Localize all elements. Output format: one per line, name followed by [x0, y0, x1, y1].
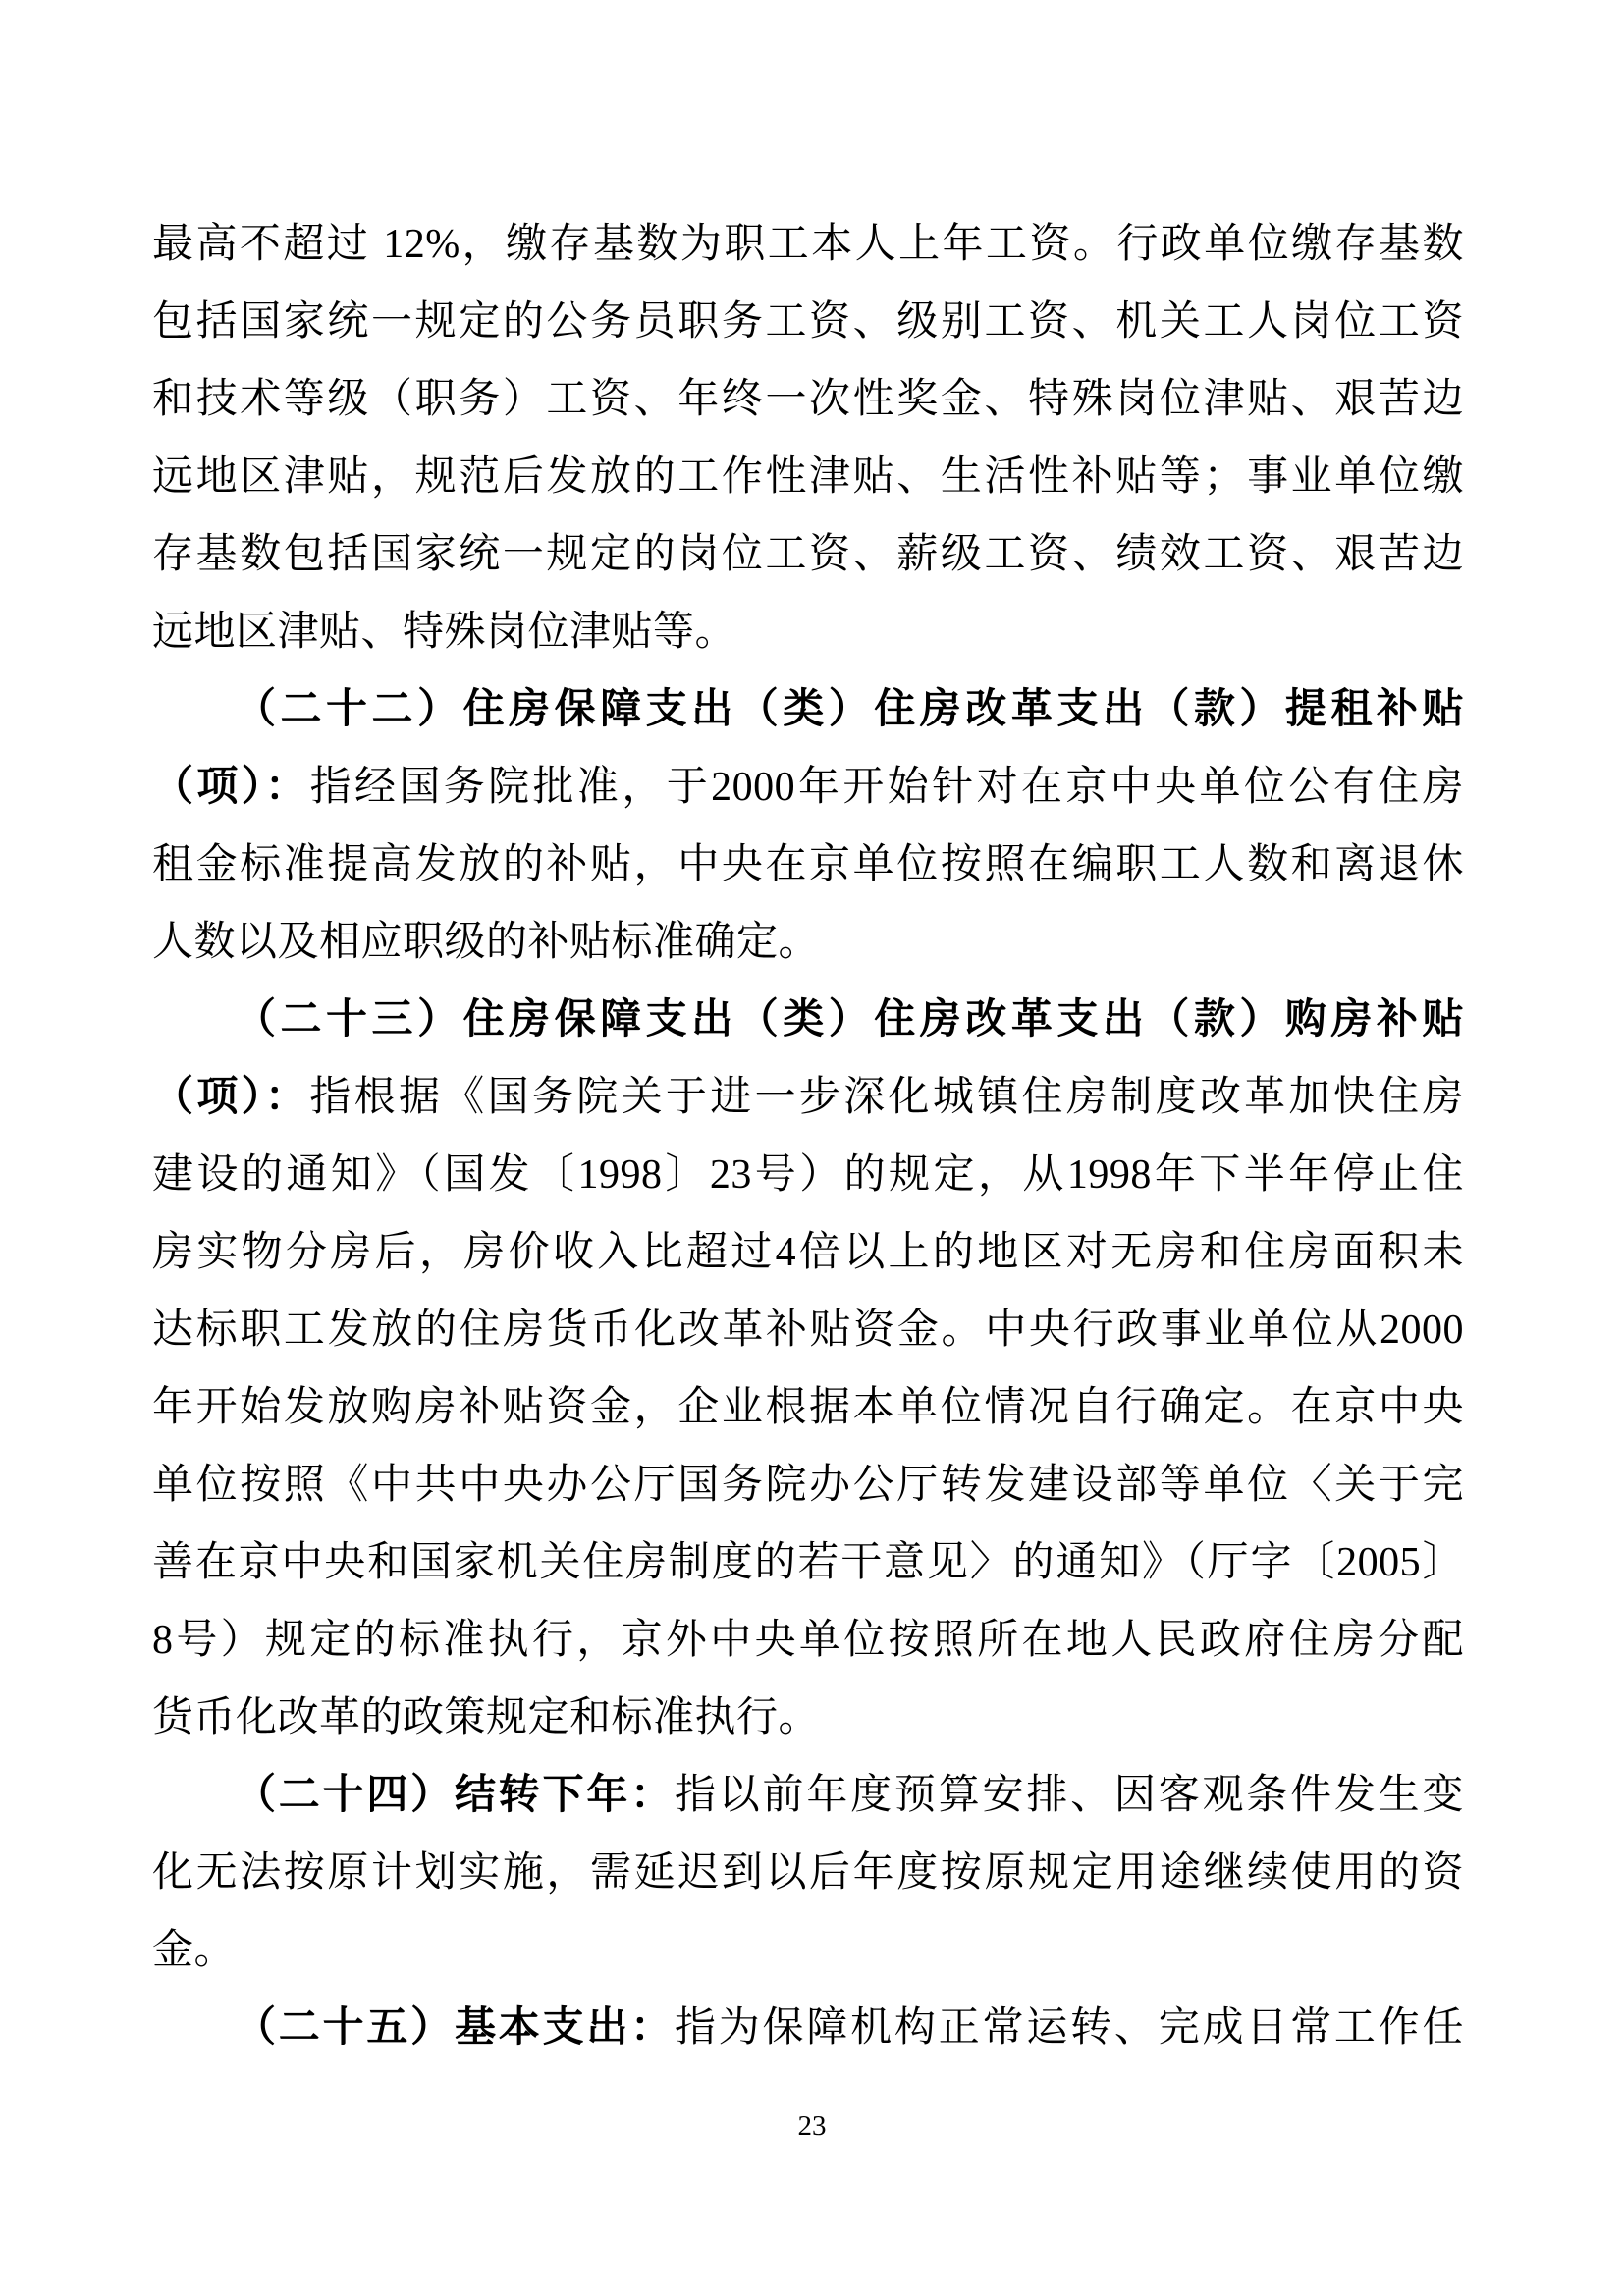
text-line	[152, 1214, 1464, 1292]
text-segment: 建设的通知》（国发〔1998〕23号）的规定，从1998年下半年停止住	[152, 1152, 1464, 1198]
bold-segment: （二十四）结转下年：	[235, 1773, 675, 1818]
text-line	[152, 516, 1464, 594]
bold-segment: （二十五）基本支出：	[235, 2005, 675, 2051]
text-line	[152, 284, 1464, 361]
text-segment: 和技术等级（职务）工资、年终一次性奖金、特殊岗位津贴、艰苦边	[152, 377, 1464, 422]
text-line	[152, 1757, 1464, 1835]
text-line	[152, 439, 1464, 516]
bold-segment: （二十三）住房保障支出（类）住房改革支出（款）购房补贴	[235, 997, 1464, 1042]
text-block	[152, 206, 1464, 2067]
text-line	[152, 361, 1464, 439]
page-number: 23	[797, 2110, 827, 2142]
text-segment: 8号）规定的标准执行，京外中央单位按照所在地人民政府住房分配	[152, 1618, 1464, 1663]
text-line	[152, 1524, 1464, 1602]
text-line	[152, 1680, 1464, 1757]
text-segment: 最高不超过 12%，缴存基数为职工本人上年工资。行政单位缴存基数	[152, 222, 1464, 267]
text-line	[152, 1602, 1464, 1680]
text-line	[152, 1369, 1464, 1447]
text-line	[152, 1990, 1464, 2067]
text-line	[152, 1292, 1464, 1369]
bold-segment: （二十二）住房保障支出（类）住房改革支出（款）提租补贴	[235, 687, 1464, 732]
text-line	[152, 1912, 1464, 1990]
text-segment: 单位按照《中共中央办公厅国务院办公厅转发建设部等单位〈关于完	[152, 1463, 1464, 1508]
page-footer	[0, 2107, 1624, 2146]
text-segment: 指根据《国务院关于进一步深化城镇住房制度改革加快住房	[309, 1075, 1464, 1120]
text-line	[152, 1447, 1464, 1524]
text-segment: 达标职工发放的住房货币化改革补贴资金。中央行政事业单位从2000	[152, 1308, 1464, 1353]
text-line	[152, 1835, 1464, 1912]
text-line	[152, 1059, 1464, 1137]
text-line	[152, 206, 1464, 284]
text-line	[152, 594, 1464, 671]
text-segment: 远地区津贴，规范后发放的工作性津贴、生活性补贴等；事业单位缴	[152, 454, 1464, 500]
text-segment: 善在京中央和国家机关住房制度的若干意见〉的通知》（厅字〔2005〕	[152, 1540, 1464, 1585]
text-line	[152, 982, 1464, 1059]
text-line	[152, 671, 1464, 749]
text-segment: 房实物分房后，房价收入比超过4倍以上的地区对无房和住房面积未	[152, 1230, 1464, 1275]
text-segment: 金。	[152, 1928, 237, 1973]
text-segment: 租金标准提高发放的补贴，中央在京单位按照在编职工人数和离退休	[152, 842, 1464, 887]
text-line	[152, 904, 1464, 982]
text-segment: 包括国家统一规定的公务员职务工资、级别工资、机关工人岗位工资	[152, 299, 1464, 345]
text-segment: 远地区津贴、特殊岗位津贴等。	[152, 610, 737, 655]
text-segment: 存基数包括国家统一规定的岗位工资、薪级工资、绩效工资、艰苦边	[152, 532, 1464, 577]
text-segment: 化无法按原计划实施，需延迟到以后年度按原规定用途继续使用的资	[152, 1850, 1464, 1896]
text-segment: 指经国务院批准，于2000年开始针对在京中央单位公有住房	[309, 765, 1464, 810]
text-line	[152, 749, 1464, 827]
text-segment: 指以前年度预算安排、因客观条件发生变	[674, 1773, 1464, 1818]
text-segment: 货币化改革的政策规定和标准执行。	[152, 1695, 821, 1740]
text-segment: 指为保障机构正常运转、完成日常工作任	[674, 2005, 1464, 2051]
bold-segment: （项）：	[152, 765, 310, 810]
text-segment: 年开始发放购房补贴资金，企业根据本单位情况自行确定。在京中央	[152, 1385, 1464, 1430]
text-line	[152, 827, 1464, 904]
text-line	[152, 1137, 1464, 1214]
bold-segment: （项）：	[152, 1075, 310, 1120]
text-segment: 人数以及相应职级的补贴标准确定。	[152, 920, 821, 965]
